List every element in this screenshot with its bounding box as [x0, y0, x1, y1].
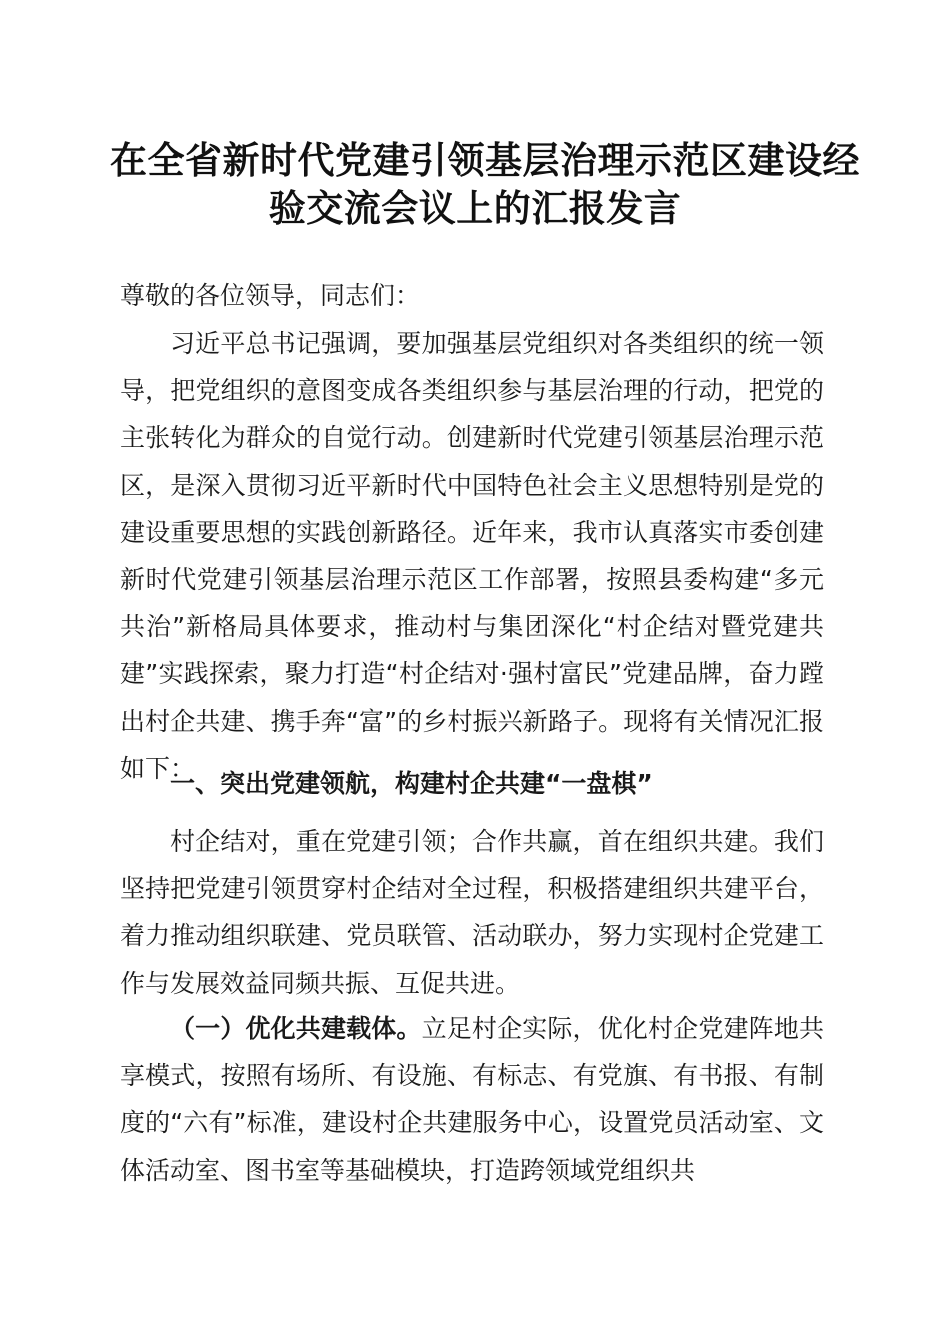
subsection-lead: （一）优化共建载体。 — [170, 1014, 422, 1043]
document-title-line2: 验交流会议上的汇报发言 — [268, 186, 682, 230]
paragraph-intro: 习近平总书记强调，要加强基层党组织对各类组织的统一领导，把党组织的意图变成各类组织参与基层治理的行动，把党的主张转化为群众的自觉行动。创建新时代党建引领基层治理示范区，是深入贯彻习近平新时代中国特色社会主义思想特别是党的建设重要思想的实践创新路径。近年来，我市认真落实市委创建新时代党建引领基层治理示范区工作部署，按照县委构建“多元共治”新格局具体要求，推动村与集团深化“村企结对暨党建共建”实践探索，聚力打造“村企结对·强村富民”党建品牌，奋力蹚出村企共建、携手奔“富”的乡村振兴新路子。现将有关情况汇报如下： — [120, 329, 824, 783]
section-heading-1: 一、突出党建领航，构建村企共建“一盘棋” — [170, 769, 653, 798]
salutation: 尊敬的各位领导，同志们： — [120, 281, 421, 310]
paragraph-subsection1 — [120, 1005, 824, 1194]
subsection-body: 立足村企实际，优化村企党建阵地共享模式，按照有场所、有设施、有标志、有党旗、有书报、有制度的“六有”标准，建设村企共建服务中心，设置党员活动室、文体活动室、图书室等基础模块，打造跨领域党组织共 — [120, 1014, 824, 1185]
document-title-line1: 在全省新时代党建引领基层治理示范区建设经 — [110, 138, 860, 182]
paragraph-section1: 村企结对，重在党建引领；合作共赢，首在组织共建。我们坚持把党建引领贯穿村企结对全过程，积极搭建组织共建平台，着力推动组织联建、党员联管、活动联办，努力实现村企党建工作与发展效益同频共振、互促共进。 — [120, 827, 824, 998]
